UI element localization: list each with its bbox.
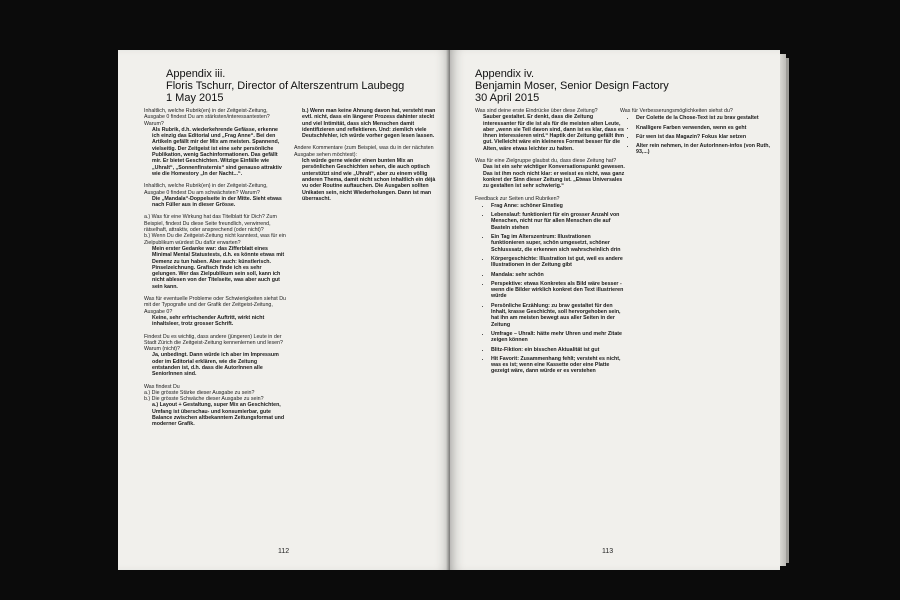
interview-date: 30 April 2015 <box>475 92 540 104</box>
list-item: • Der Colette de la Chose-Text ist zu brav gestaltet <box>636 115 770 121</box>
left-page <box>118 50 450 570</box>
list-item: • Knalligere Farben verwenden, wenn es geht <box>636 125 770 131</box>
qa-block <box>144 108 286 177</box>
list-item: • Mandala: sehr schön <box>491 272 625 278</box>
right-column-2 <box>620 108 770 162</box>
feedback-list <box>475 203 625 375</box>
answer: Das ist ein sehr wichtiger Konversationspunkt gewesen. Das ist ihm noch nicht klar: er weisst es nicht, was ganz konkret der Sinn dieser Zeitung ist. „Etwas Universales zu gestalten ist sehr schwierig.“ <box>483 164 625 190</box>
back-cover-edge <box>786 58 789 563</box>
list-item: • Persönliche Erzählung: zu brav gestaltet für den Inhalt, krasse Geschichte, soll hervorgehoben sein, hat ihn am meisten bewegt aus aller Seiten in der Zeitung <box>491 303 625 328</box>
answer: Als Rubrik, d.h. wiederkehrende Gefässe, erkenne ich einzig das Editorial und „Frag Anne“. Bei den Artikeln gefällt mir der Mix am meisten. Spannend, vielseitig. Der Zeitgeist ist eine sehr persönliche Publikation, wenig Sachinformationen. Das gefällt mir. Er bietet Geschichten. Witzige Einfälle wie „Uhralt“, „Sonnenfinsternis“ sind genauso attraktiv wie die Homestory „In der Nacht...“. <box>152 126 282 177</box>
qa-block <box>294 145 436 202</box>
qa-block <box>144 384 286 428</box>
question: Feedback zur Seiten und Rubriken? <box>475 195 560 202</box>
question: Inhaltlich, welche Rubrik(en) in der Zeitgeist-Zeitung, Ausgabe 0 findest Du am schwächsten? Warum? <box>144 183 268 196</box>
interviewee-name: Benjamin Moser, Senior Design Factory <box>475 80 669 92</box>
list-item: • Alter rein nehmen, in der AutorInnen-infos (von Ruth, 93,...) <box>636 143 770 156</box>
answer: Die „Mandala“-Doppelseite in der Mitte. Sieht etwas nach Füller aus in dieser Grösse. <box>152 195 282 209</box>
question: Andere Kommentare (zum Beispiel, was du in der nächsten Ausgabe sehen möchtest): <box>294 145 434 158</box>
right-page <box>450 50 780 570</box>
question: Was für eine Zielgruppe glaubst du, dass diese Zeitung hat? <box>475 158 617 165</box>
list-item: • Körpergeschichte: Illustration ist gut, weil es andere Illustrationen in der Zeitung gibt <box>491 256 625 269</box>
right-page-header <box>475 68 669 104</box>
left-column-1 <box>144 108 286 434</box>
answer: Keine, sehr erfrischender Auftritt, wirkt nicht inhaltsleer, trotz grosser Schrift. <box>152 314 265 328</box>
question: Was für eventuelle Probleme oder Schwierigkeiten siehst Du mit der Typografie und der Grafik der Zeitgeist-Zeitung, Ausgabe 0? <box>144 296 287 315</box>
question: Findest Du es wichtig, dass andere (jüngeren) Leute in der Stadt Zürich die Zeitgeist-Zeitung kennenlernen und lesen? Warum (nicht)? <box>144 333 283 353</box>
qa-block <box>294 108 436 139</box>
left-page-header <box>166 68 404 104</box>
answer: Mein erster Gedanke war: das Zifferblatt eines Minimal Mental Statustests, d.h. es könnte etwas mit Demenz zu tun haben. Aber auch: künstlerisch. Pinselzeichnung. Grafisch finde ich es sehr gelungen. Wer das Zielpublikum sein soll, kann ich nicht ablesen von der Titelseite, was aber auch gut sein kann. <box>152 245 285 290</box>
list-item: • Hit Favorit: Zusammenhang fehlt; versteht es nicht, was es ist; wenn eine Kassette oder eine Platte gezeigt wäre, dann würde er es verstehen <box>491 356 625 375</box>
list-item: • Frag Anne: schöner Einstieg <box>491 203 625 209</box>
list-item: • Perspektive: etwas Konkretes als Bild wäre besser - wenn die Bilder wirklich konkret den Text illustrieren würde <box>491 281 625 300</box>
answer: b.) Wenn man keine Ahnung davon hat, versteht man evtl. nicht, dass ein längerer Prozess dahinter steckt und viel Intimität, dass sich Menschen damit identifizieren und reflektieren. Und: ziemlich viele Deutschfehler, ich würde vorher gegen lesen lassen. <box>302 108 436 140</box>
qa-block <box>475 108 625 152</box>
right-column-1 <box>475 108 625 381</box>
answer: Sauber gestaltet. Er denkt, dass die Zeitung interessanter für die ist als für die meisten alten Leute, aber „wenn sie Teil davon sind, dann ist es klar, dass es ihnen interessieren wird.“ Haptik der Zeitung gefällt ihm gut. Vielleicht wäre ein kleineres Format besser für die Alten, wäre etwas leichter zu halten. <box>483 114 624 152</box>
page-number: 113 <box>602 548 614 555</box>
interviewee-name: Floris Tschurr, Director of Alterszentrum Laubegg <box>166 80 405 92</box>
qa-block <box>475 158 625 189</box>
qa-block <box>144 183 286 208</box>
question: Was sind deine erste Eindrücke über diese Zeitung? <box>475 108 598 114</box>
appendix-label: Appendix iii. <box>166 68 226 80</box>
left-column-2 <box>294 108 436 208</box>
answer: Ja, unbedingt. Dann würde ich aber im Impressum oder im Editorial erklären, wie die Zeitung entstanden ist, d.h. dass die AutorInnen alle SeniorInnen sind. <box>152 352 279 378</box>
answer: a.) Layout + Gestaltung, super Mix an Geschichten, Umfang ist überschau- und konsumierbar, gute Balance zwischen altbekanntem Zeitungsformat und moderner Grafik. <box>152 402 285 428</box>
improvement-list <box>620 115 770 155</box>
answer: Ich würde gerne wieder einen bunten Mix an persönlichen Geschichten sehen, die auch optisch unterstützt sind wie „Uhralt“, aber zu einem völlig anderen Thema, damit nicht schon inhaltlich ein déjà vu oder Routine auftauchen. Die Ausgaben sollten Unikaten sein, nicht Wiederholungen. Dann ist man überrascht. <box>302 158 436 202</box>
qa-block <box>144 296 286 327</box>
qa-block <box>144 214 286 290</box>
question: Inhaltlich, welche Rubrik(en) in der Zeitgeist-Zeitung, Ausgabe 0 findest Du am stärksten/interessantesten? Warum? <box>144 108 270 127</box>
interview-date: 1 May 2015 <box>166 92 224 104</box>
appendix-label: Appendix iv. <box>475 68 535 80</box>
page-number: 112 <box>278 548 290 555</box>
list-item: • Blitz-Fiktion: ein bisschen Aktualität ist gut <box>491 347 625 353</box>
question: a.) Was für eine Wirkung hat das Titelblatt für Dich? Zum Beispiel, findest Du diese Seite freundlich, verwirrend, rätselhaft, attraktiv, oder ansprechend (oder nicht)? b.) Wenn Du die Zeitgeist-Zeitung nicht kanntest, was für ein Zielpublikum würdest Du dafür erwarten? <box>144 214 286 246</box>
list-item: • Für wen ist das Magazin? Fokus klar setzen <box>636 134 770 140</box>
list-item: • Lebenslauf: funktioniert für ein grosser Anzahl von Menschen, nicht nur für allen Menschen die auf Basteln stehen <box>491 212 625 231</box>
qa-block <box>144 334 286 378</box>
list-item: • Umfrage – Uhralt: hätte mehr Uhren und mehr Zitate zeigen können <box>491 331 625 344</box>
question: Was für Verbesserungsmöglichkeiten siehst du? <box>620 108 733 114</box>
list-item: • Ein Tag im Alterszentrum: Illustrationen funktionieren super, schön umgesetzt, schöner Schlusssatz, die erkennen sich wahrscheinlich drin <box>491 234 625 253</box>
question: Was findest Du a.) Die grösste Stärke dieser Ausgabe zu sein? b.) Die grösste Schwäche dieser Ausgabe zu sein? <box>144 383 264 403</box>
